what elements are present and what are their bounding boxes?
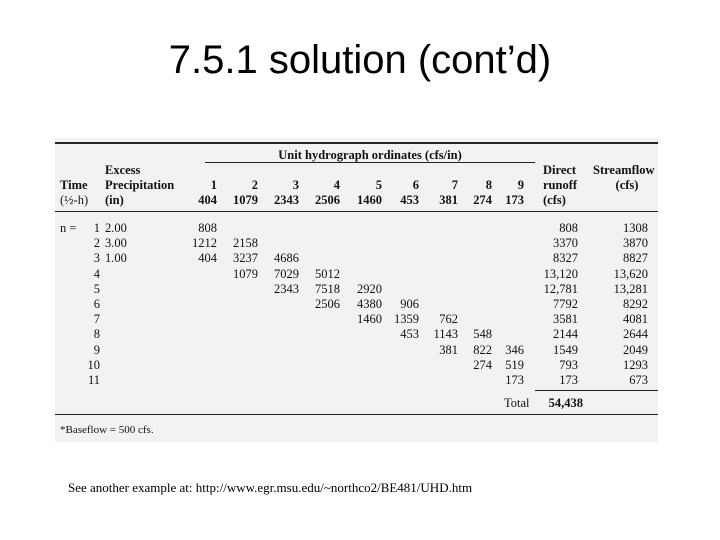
- time-header: Time: [60, 178, 88, 192]
- uh-index: 8: [485, 178, 492, 192]
- row-time: 3: [93, 251, 100, 266]
- row-uh-cell: 1143: [433, 327, 458, 342]
- uh-ordinate: 274: [473, 193, 492, 207]
- row-uh-cell: 173: [505, 373, 524, 387]
- stream-header-2: (cfs): [615, 178, 639, 192]
- table-bottom-rule: [55, 414, 658, 415]
- row-direct: 173: [559, 373, 578, 387]
- row-uh-cell: 1460: [357, 312, 382, 327]
- precip-header-3: (in): [105, 193, 124, 207]
- row-uh-cell: 2158: [233, 236, 258, 251]
- uh-ordinate: 1079: [233, 193, 258, 207]
- uh-ordinate: 381: [439, 193, 458, 207]
- row-time: 8: [93, 327, 100, 342]
- uh-index: 9: [517, 178, 524, 192]
- row-stream: 4081: [623, 312, 648, 327]
- row-direct: 1549: [553, 342, 578, 357]
- row-uh-cell: 1359: [394, 312, 419, 327]
- uh-index: 1: [210, 178, 217, 192]
- row-uh-cell: 1079: [233, 266, 258, 281]
- row-uh-cell: 453: [400, 327, 419, 342]
- time-unit: (½-h): [60, 193, 89, 207]
- uh-index: 2: [251, 178, 258, 192]
- uh-ordinate: 453: [400, 193, 419, 207]
- row-time: 5: [93, 281, 100, 296]
- row-time: 11: [87, 373, 100, 387]
- slide-title: 7.5.1 solution (cont’d): [168, 38, 552, 82]
- uh-ordinate: 404: [198, 193, 217, 207]
- row-uh-cell: 1212: [192, 236, 217, 251]
- row-direct: 793: [559, 357, 578, 372]
- precip-header-2: Precipitation: [105, 178, 175, 192]
- row-time: 7: [93, 312, 100, 327]
- row-stream: 673: [629, 373, 648, 387]
- row-direct: 808: [559, 221, 578, 235]
- total-value: 54,438: [548, 396, 583, 410]
- uh-ordinate: 1460: [357, 193, 382, 207]
- row-time: 9: [93, 342, 100, 357]
- footer-link-text: See another example at: http://www.egr.msu.edu/~northco2/BE481/UHD.htm: [68, 480, 473, 495]
- row-uh-cell: 808: [198, 221, 217, 235]
- row-stream: 13,281: [613, 281, 648, 296]
- row-direct: 8327: [553, 251, 578, 266]
- baseflow-footnote: *Baseflow = 500 cfs.: [60, 424, 154, 436]
- row-direct: 12,781: [543, 281, 578, 296]
- row-uh-cell: 5012: [315, 266, 340, 281]
- row-uh-cell: 822: [473, 342, 492, 357]
- uh-index: 5: [375, 178, 382, 192]
- row-uh-cell: 3237: [233, 251, 258, 266]
- row-uh-cell: 274: [473, 357, 492, 372]
- row-precip: 3.00: [105, 236, 127, 251]
- uh-index: 4: [333, 178, 340, 192]
- table-top-rule: [55, 142, 658, 144]
- scanned-table: [55, 138, 658, 442]
- header-bottom-rule: [55, 211, 658, 212]
- row-direct: 3370: [553, 236, 578, 251]
- row-uh-cell: 4686: [274, 251, 299, 266]
- header-group-rule: [205, 162, 535, 163]
- row-uh-cell: 762: [439, 312, 458, 327]
- row-precip: 1.00: [105, 251, 127, 266]
- row-uh-cell: 548: [473, 327, 492, 342]
- uh-index: 3: [292, 178, 299, 192]
- row-stream: 1293: [623, 357, 648, 372]
- row-n-prefix: n =: [60, 221, 77, 235]
- uh-index: 6: [412, 178, 419, 192]
- row-time: 6: [93, 297, 100, 311]
- row-time: 4: [93, 266, 100, 281]
- row-uh-cell: 519: [505, 357, 524, 372]
- row-direct: 7792: [553, 297, 578, 311]
- group-header: Unit hydrograph ordinates (cfs/in): [278, 148, 462, 162]
- row-precip: 2.00: [105, 221, 127, 235]
- row-uh-cell: 7518: [315, 281, 340, 296]
- row-uh-cell: 2506: [315, 297, 340, 311]
- direct-header-1: Direct: [543, 163, 577, 177]
- row-direct: 13,120: [543, 266, 578, 281]
- row-uh-cell: 7029: [274, 266, 299, 281]
- row-time: 2: [93, 236, 100, 251]
- row-stream: 2049: [623, 342, 648, 357]
- direct-header-2: runoff: [543, 178, 578, 192]
- stream-header-1: Streamflow: [593, 163, 655, 177]
- uh-ordinate: 2506: [315, 193, 340, 207]
- row-time: 10: [87, 357, 100, 372]
- uh-index: 7: [451, 178, 458, 192]
- total-rule: [535, 390, 658, 391]
- row-direct: 3581: [553, 312, 578, 327]
- row-stream: 8827: [623, 251, 648, 266]
- precip-header-1: Excess: [105, 163, 141, 177]
- uh-ordinate: 173: [505, 193, 524, 207]
- uh-ordinate: 2343: [274, 193, 299, 207]
- row-uh-cell: 4380: [357, 297, 382, 311]
- row-direct: 2144: [553, 327, 578, 342]
- row-stream: 3870: [623, 236, 648, 251]
- row-stream: 8292: [623, 297, 648, 311]
- row-stream: 13,620: [613, 266, 648, 281]
- row-uh-cell: 906: [400, 297, 419, 311]
- row-uh-cell: 2920: [357, 281, 382, 296]
- row-stream: 2644: [623, 327, 648, 342]
- row-uh-cell: 2343: [274, 281, 299, 296]
- total-label: Total: [504, 396, 530, 410]
- direct-header-3: (cfs): [543, 193, 566, 207]
- row-stream: 1308: [623, 221, 648, 235]
- row-time: 1: [93, 221, 100, 235]
- row-uh-cell: 346: [505, 342, 524, 357]
- row-uh-cell: 381: [439, 342, 458, 357]
- row-uh-cell: 404: [198, 251, 217, 266]
